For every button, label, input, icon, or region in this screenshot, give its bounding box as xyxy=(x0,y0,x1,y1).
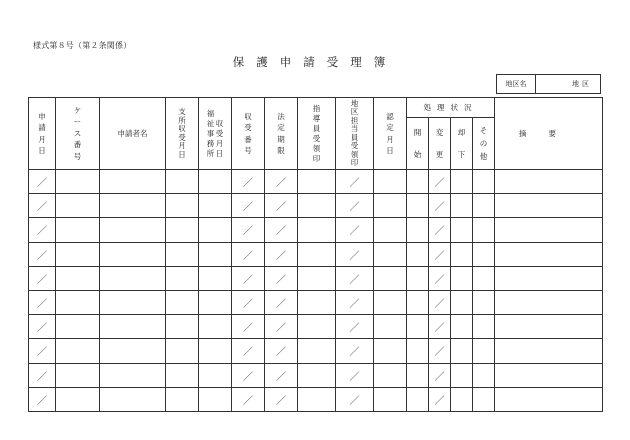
table-cell[interactable]: ／ xyxy=(232,242,265,266)
table-cell[interactable] xyxy=(199,170,232,194)
table-cell[interactable] xyxy=(56,387,100,411)
table-cell[interactable]: ／ xyxy=(429,242,451,266)
register-table xyxy=(28,97,603,412)
table-cell[interactable]: ／ xyxy=(265,266,298,290)
col-header-legal-deadline: 法定期限 xyxy=(265,98,298,170)
col-header-case-no: ケース番号 xyxy=(56,98,100,170)
table-cell[interactable] xyxy=(100,242,166,266)
table-cell[interactable]: ／ xyxy=(29,194,56,218)
table-row xyxy=(29,387,603,411)
table-cell[interactable] xyxy=(199,242,232,266)
table-cell[interactable] xyxy=(298,315,336,339)
district-value-field[interactable]: 地区 xyxy=(572,80,592,88)
table-cell[interactable] xyxy=(298,363,336,387)
col-header-approval-date: 認定月日 xyxy=(374,98,407,170)
table-cell[interactable]: ／ xyxy=(336,170,374,194)
table-cell[interactable] xyxy=(166,387,199,411)
table-cell[interactable] xyxy=(166,363,199,387)
table-cell[interactable]: ／ xyxy=(232,290,265,314)
table-cell[interactable]: ／ xyxy=(265,387,298,411)
table-cell[interactable] xyxy=(298,339,336,363)
table-cell[interactable] xyxy=(298,242,336,266)
table-cell[interactable] xyxy=(473,218,495,242)
table-cell[interactable] xyxy=(407,387,429,411)
table-cell[interactable] xyxy=(473,339,495,363)
table-cell[interactable] xyxy=(56,339,100,363)
table-cell[interactable] xyxy=(473,194,495,218)
district-label: 地区名 xyxy=(497,75,536,93)
col-header-status-group: 処理状況 xyxy=(407,98,495,118)
table-cell[interactable]: ／ xyxy=(336,266,374,290)
table-cell[interactable]: ／ xyxy=(232,170,265,194)
table-cell[interactable] xyxy=(374,339,407,363)
col-header-receipt-no: 収受番号 xyxy=(232,98,265,170)
table-cell[interactable] xyxy=(495,170,603,194)
table-cell[interactable]: ／ xyxy=(429,194,451,218)
table-cell[interactable]: ／ xyxy=(232,315,265,339)
table-cell[interactable] xyxy=(451,170,473,194)
table-cell[interactable] xyxy=(166,218,199,242)
table-cell[interactable] xyxy=(100,339,166,363)
table-cell[interactable]: ／ xyxy=(336,242,374,266)
table-cell[interactable] xyxy=(451,290,473,314)
table-cell[interactable]: ／ xyxy=(265,242,298,266)
table-cell[interactable] xyxy=(451,339,473,363)
table-row xyxy=(29,315,603,339)
table-cell[interactable]: ／ xyxy=(29,387,56,411)
table-cell[interactable] xyxy=(199,339,232,363)
col-header-status-start: 開始 xyxy=(407,118,429,170)
table-cell[interactable] xyxy=(199,194,232,218)
table-cell[interactable] xyxy=(166,194,199,218)
page-title: 保護申請受理簿 xyxy=(232,55,398,69)
table-cell[interactable] xyxy=(166,266,199,290)
table-cell[interactable] xyxy=(374,266,407,290)
table-cell[interactable] xyxy=(407,315,429,339)
table-cell[interactable] xyxy=(166,339,199,363)
table-row xyxy=(29,170,603,194)
table-cell[interactable] xyxy=(451,218,473,242)
table-cell[interactable] xyxy=(495,363,603,387)
table-cell[interactable] xyxy=(100,170,166,194)
table-cell[interactable] xyxy=(56,266,100,290)
table-cell[interactable]: ／ xyxy=(232,387,265,411)
table-cell[interactable] xyxy=(374,290,407,314)
table-cell[interactable] xyxy=(56,290,100,314)
table-row xyxy=(29,339,603,363)
table-cell[interactable] xyxy=(495,266,603,290)
table-cell[interactable]: ／ xyxy=(29,290,56,314)
table-cell[interactable] xyxy=(166,170,199,194)
table-cell[interactable]: ／ xyxy=(429,266,451,290)
table-cell[interactable]: ／ xyxy=(336,363,374,387)
table-cell[interactable]: ／ xyxy=(232,339,265,363)
table-cell[interactable] xyxy=(407,170,429,194)
table-cell[interactable]: ／ xyxy=(265,170,298,194)
table-cell[interactable]: ／ xyxy=(336,218,374,242)
table-cell[interactable] xyxy=(199,266,232,290)
table-cell[interactable] xyxy=(451,315,473,339)
table-cell[interactable] xyxy=(495,218,603,242)
table-cell[interactable] xyxy=(451,242,473,266)
col-header-remarks: 摘要 xyxy=(495,98,603,170)
table-row xyxy=(29,218,603,242)
table-cell[interactable] xyxy=(166,315,199,339)
table-cell[interactable]: ／ xyxy=(429,290,451,314)
col-header-status-change: 変更 xyxy=(429,118,451,170)
table-cell[interactable]: ／ xyxy=(265,290,298,314)
col-header-apply-date: 申請月日 xyxy=(29,98,56,170)
table-cell[interactable] xyxy=(473,315,495,339)
table-cell[interactable] xyxy=(495,339,603,363)
table-cell[interactable] xyxy=(166,290,199,314)
table-cell[interactable] xyxy=(100,363,166,387)
table-cell[interactable]: ／ xyxy=(429,218,451,242)
col-header-applicant: 申請者名 xyxy=(100,98,166,170)
col-header-district-worker-seal: 地区担当員受領印 xyxy=(336,98,374,170)
table-cell[interactable] xyxy=(100,194,166,218)
col-header-status-reject: 却下 xyxy=(451,118,473,170)
table-cell[interactable] xyxy=(56,242,100,266)
table-cell[interactable] xyxy=(473,170,495,194)
table-row xyxy=(29,363,603,387)
table-cell[interactable]: ／ xyxy=(29,315,56,339)
table-cell[interactable] xyxy=(298,170,336,194)
table-cell[interactable] xyxy=(374,170,407,194)
table-cell[interactable]: ／ xyxy=(29,266,56,290)
table-row xyxy=(29,242,603,266)
table-cell[interactable] xyxy=(407,218,429,242)
table-cell[interactable] xyxy=(166,242,199,266)
table-cell[interactable] xyxy=(199,387,232,411)
table-cell[interactable] xyxy=(298,387,336,411)
table-cell[interactable] xyxy=(473,290,495,314)
col-header-status-other: その他 xyxy=(473,118,495,170)
table-cell[interactable]: ／ xyxy=(232,266,265,290)
district-box xyxy=(496,74,601,94)
table-cell[interactable]: ／ xyxy=(265,363,298,387)
table-cell[interactable] xyxy=(407,266,429,290)
table-cell[interactable] xyxy=(374,363,407,387)
table-cell[interactable] xyxy=(495,290,603,314)
table-cell[interactable]: ／ xyxy=(429,170,451,194)
table-cell[interactable]: ／ xyxy=(29,339,56,363)
table-cell[interactable] xyxy=(407,242,429,266)
table-cell[interactable] xyxy=(56,170,100,194)
form-number: 様式第８号（第２条関係） xyxy=(33,41,132,50)
table-cell[interactable] xyxy=(374,242,407,266)
table-cell[interactable]: ／ xyxy=(29,170,56,194)
table-cell[interactable] xyxy=(298,218,336,242)
table-cell[interactable] xyxy=(473,242,495,266)
table-cell[interactable] xyxy=(56,363,100,387)
table-cell[interactable] xyxy=(473,266,495,290)
table-cell[interactable]: ／ xyxy=(232,218,265,242)
table-cell[interactable] xyxy=(495,242,603,266)
table-cell[interactable]: ／ xyxy=(232,194,265,218)
table-cell[interactable] xyxy=(495,387,603,411)
table-cell[interactable] xyxy=(374,315,407,339)
table-cell[interactable] xyxy=(495,194,603,218)
table-cell[interactable]: ／ xyxy=(265,315,298,339)
table-cell[interactable]: ／ xyxy=(265,194,298,218)
col-header-supervisor-seal: 指導員受領印 xyxy=(298,98,336,170)
table-cell[interactable]: ／ xyxy=(429,339,451,363)
table-cell[interactable] xyxy=(100,218,166,242)
table-cell[interactable]: ／ xyxy=(336,339,374,363)
table-cell[interactable]: ／ xyxy=(29,363,56,387)
table-cell[interactable] xyxy=(56,315,100,339)
table-cell[interactable] xyxy=(495,315,603,339)
table-cell[interactable]: ／ xyxy=(232,363,265,387)
table-cell[interactable] xyxy=(374,194,407,218)
table-cell[interactable]: ／ xyxy=(336,315,374,339)
table-cell[interactable] xyxy=(298,290,336,314)
table-cell[interactable] xyxy=(407,290,429,314)
table-cell[interactable] xyxy=(473,387,495,411)
table-cell[interactable] xyxy=(451,194,473,218)
table-cell[interactable]: ／ xyxy=(429,315,451,339)
table-cell[interactable]: ／ xyxy=(429,387,451,411)
table-cell[interactable] xyxy=(407,363,429,387)
table-cell[interactable] xyxy=(56,218,100,242)
table-cell[interactable] xyxy=(56,194,100,218)
table-cell[interactable] xyxy=(374,387,407,411)
table-cell[interactable]: ／ xyxy=(336,387,374,411)
table-cell[interactable] xyxy=(451,387,473,411)
table-cell[interactable]: ／ xyxy=(429,363,451,387)
table-cell[interactable] xyxy=(298,266,336,290)
table-cell[interactable] xyxy=(451,363,473,387)
table-cell[interactable]: ／ xyxy=(336,290,374,314)
table-cell[interactable] xyxy=(298,194,336,218)
table-cell[interactable] xyxy=(100,387,166,411)
table-cell[interactable]: ／ xyxy=(265,339,298,363)
table-cell[interactable] xyxy=(473,363,495,387)
table-cell[interactable] xyxy=(100,290,166,314)
table-cell[interactable] xyxy=(407,194,429,218)
table-cell[interactable]: ／ xyxy=(29,242,56,266)
table-cell[interactable] xyxy=(100,315,166,339)
table-cell[interactable]: ／ xyxy=(336,194,374,218)
table-cell[interactable]: ／ xyxy=(29,218,56,242)
table-cell[interactable] xyxy=(199,363,232,387)
table-cell[interactable] xyxy=(199,315,232,339)
col-header-welfare-office-received: 福祉事務所収受月日 xyxy=(199,98,232,170)
table-row xyxy=(29,194,603,218)
table-cell[interactable] xyxy=(407,339,429,363)
table-cell[interactable] xyxy=(451,266,473,290)
table-row xyxy=(29,266,603,290)
table-cell[interactable] xyxy=(199,290,232,314)
table-cell[interactable] xyxy=(199,218,232,242)
table-cell[interactable] xyxy=(374,218,407,242)
table-cell[interactable] xyxy=(100,266,166,290)
table-row xyxy=(29,290,603,314)
table-cell[interactable]: ／ xyxy=(265,218,298,242)
col-header-branch-received: 支所収受月日 xyxy=(166,98,199,170)
